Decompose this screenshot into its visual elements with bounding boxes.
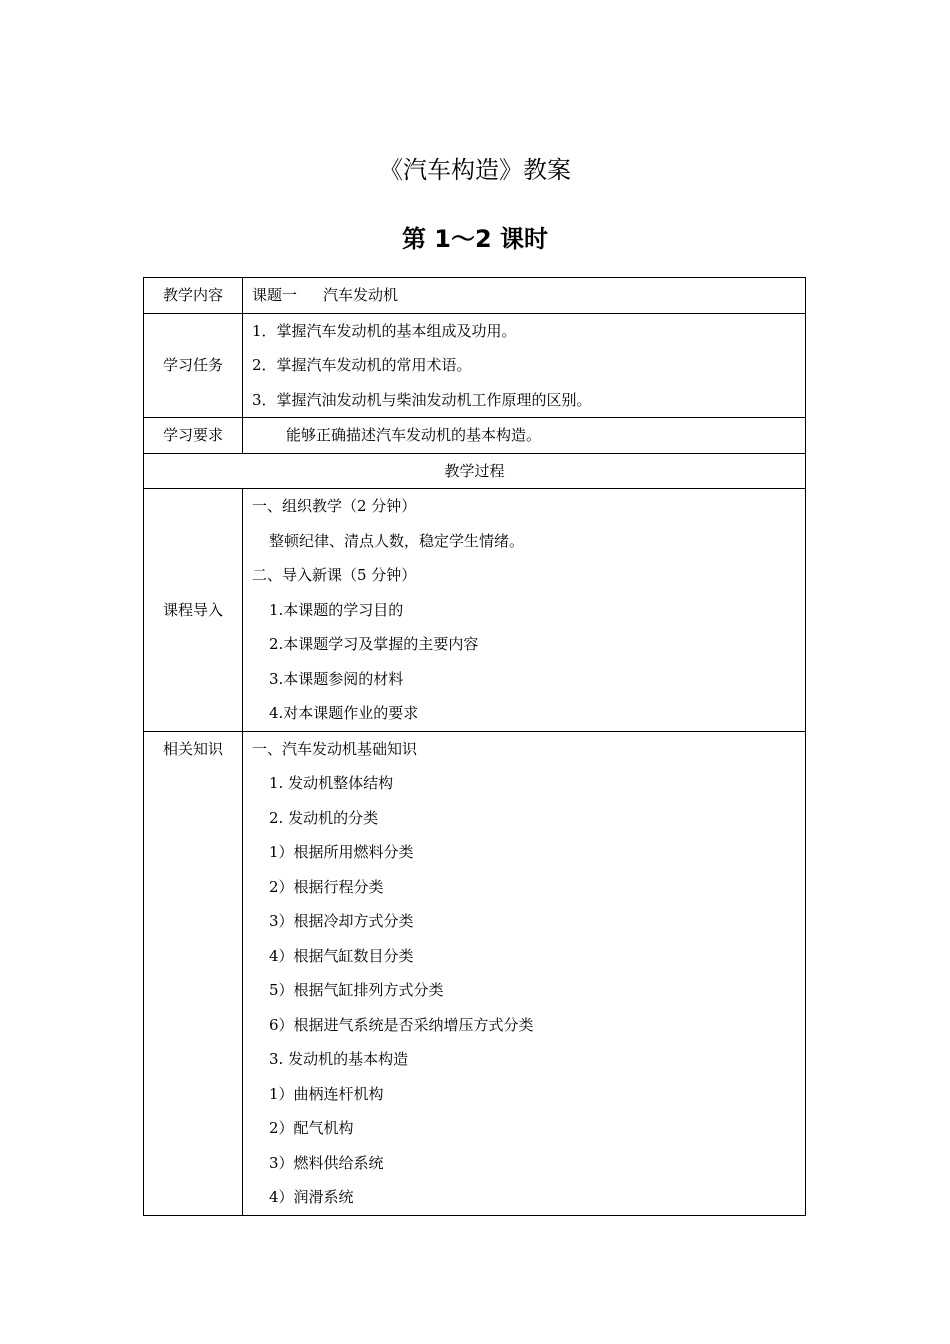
row-label-content <box>144 278 243 314</box>
content-label: 教学内容 <box>162 286 223 304</box>
table-row-requirement <box>144 418 806 454</box>
intro-line: 1.本课题的学习目的 <box>269 600 404 619</box>
requirement-label: 学习要求 <box>162 426 223 444</box>
intro-line: 3.本课题参阅的材料 <box>269 669 404 688</box>
knowledge-line: 5）根据气缸排列方式分类 <box>269 981 444 999</box>
task-item: 3．掌握汽油发动机与柴油发动机工作原理的区别。 <box>252 390 592 409</box>
task-item: 1．掌握汽车发动机的基本组成及功用。 <box>252 321 517 340</box>
table-row-tasks <box>144 313 806 418</box>
tasks-label: 学习任务 <box>162 356 223 374</box>
lesson-plan-table <box>143 277 806 1216</box>
knowledge-line: 4）根据气缸数目分类 <box>269 946 414 965</box>
knowledge-line: 3）根据冷却方式分类 <box>269 912 414 930</box>
content-cell <box>243 278 806 314</box>
knowledge-line: 3. 发动机的基本构造 <box>269 1050 409 1068</box>
knowledge-line: 2. 发动机的分类 <box>269 808 379 827</box>
knowledge-line: 2）配气机构 <box>269 1119 354 1137</box>
requirement-cell <box>243 418 806 454</box>
knowledge-line: 2）根据行程分类 <box>269 877 384 896</box>
knowledge-line: 3）燃料供给系统 <box>269 1153 384 1172</box>
intro-line: 4.对本课题作业的要求 <box>269 704 419 722</box>
intro-line: 整顿纪律、清点人数，稳定学生情绪。 <box>269 531 525 550</box>
table-row-intro <box>144 489 806 732</box>
row-label-requirement <box>144 418 243 454</box>
knowledge-line: 4）润滑系统 <box>269 1188 354 1206</box>
process-heading: 教学过程 <box>444 461 505 480</box>
content-topic-line <box>243 278 805 313</box>
table-row-process <box>144 453 806 489</box>
table-row-knowledge <box>144 731 806 1215</box>
knowledge-line: 6）根据进气系统是否采纳增压方式分类 <box>269 1015 534 1034</box>
process-heading-cell <box>144 453 806 489</box>
tasks-cell <box>243 313 806 418</box>
topic-name: 汽车发动机 <box>323 286 399 304</box>
knowledge-line: 1）曲柄连杆机构 <box>269 1084 384 1103</box>
topic-number: 课题一 <box>252 286 298 304</box>
intro-label: 课程导入 <box>162 600 223 619</box>
intro-cell <box>243 489 806 732</box>
knowledge-cell <box>243 731 806 1215</box>
lesson-period-heading: 第 1～2 课时 <box>401 225 549 253</box>
table-row-content <box>144 278 806 314</box>
requirement-text: 能够正确描述汽车发动机的基本构造。 <box>286 426 542 444</box>
row-label-intro <box>144 489 243 732</box>
knowledge-label: 相关知识 <box>162 739 223 758</box>
intro-line: 一、组织教学（2 分钟） <box>252 497 417 515</box>
knowledge-line: 1）根据所用燃料分类 <box>269 843 414 861</box>
document-title: 《汽车构造》教案 <box>379 156 571 184</box>
row-label-tasks <box>144 313 243 418</box>
knowledge-line: 一、汽车发动机基础知识 <box>252 739 418 758</box>
intro-line: 2.本课题学习及掌握的主要内容 <box>269 635 479 653</box>
knowledge-line: 1. 发动机整体结构 <box>269 774 394 792</box>
intro-line: 二、导入新课（5 分钟） <box>252 566 417 584</box>
task-item: 2．掌握汽车发动机的常用术语。 <box>252 356 472 374</box>
row-label-knowledge <box>144 731 243 1215</box>
